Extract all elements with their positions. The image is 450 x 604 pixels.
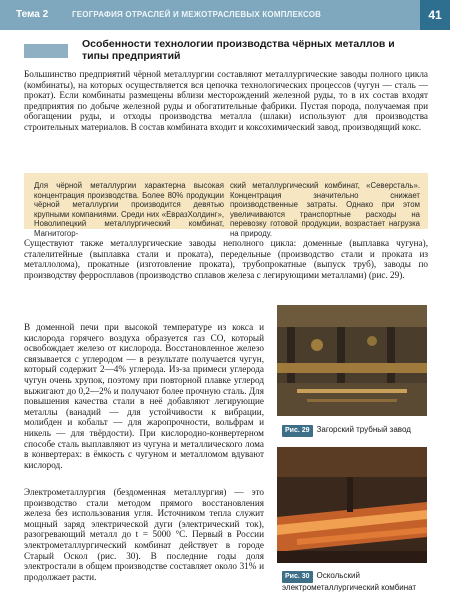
chapter-title: ГЕОГРАФИЯ ОТРАСЛЕЙ И МЕЖОТРАСЛЕВЫХ КОМПЛЕКСОВ (72, 10, 322, 19)
photo-electrometallurgical-plant (277, 447, 427, 563)
callout-text-right: ский металлургический комбинат, «Северсталь». Концентрация значительно снижает производственные затраты. Однако при этом увеличиваются транспортные расходы на перевозку готовой продукции, возрастает нагрузка на природу. (230, 181, 420, 238)
photo-pipe-plant (277, 305, 427, 416)
paragraph-integrated-plants: Большинство предприятий чёрной металлургии составляют металлургические заводы полного цикла (комбинаты), на которых осуществляется вся цепочка технологических процессов (чугун — сталь — прокат). Если комбинаты размещены вблизи месторождений железной руды, то в их состав входят предприятия по добыче железной руды и обогатительные фабрики. Пустая порода, получаемая при обогащении руды, и отходы производства металла (шлаки) используют для производства строительных материалов. В состав комбината входит и коксохимический завод, производящий кокс. (24, 69, 428, 132)
chapter-label: Тема 2 (16, 9, 49, 20)
figure-29-text: Загорский трубный завод (316, 425, 411, 434)
page-header (0, 0, 450, 30)
paragraph-blast-furnace: В доменной печи при высокой температуре из кокса и кислорода горячего воздуха образуется газ СО, который освобождает железо от кислорода. Восстановленное железо связывается с углеродом — в результате получается чугун, который содержит 2—4% углерода. Из-за примеси углерода чугун очень хрупок, поэтому при повторной плавке углерод выжигают до 0,2—2% и получают более прочную сталь. Для повышения качества стали в неё добавляют легирующие металлы (ванадий — для устойчивости к вибрации, молибден и кобальт — для жаропрочности, вольфрам и никель — для твёрдости). При кислородно-конвертерном способе сталь выплавляют из чугуна и металлического лома в конвертерах: в ёмкость с чугуном и металломом вдувают кислород. (24, 322, 264, 470)
callout-text-left: Для чёрной металлургии характерна высокая концентрация производства. Более 80% продукции чёрной металлургии производится девятью крупными компаниями. Среди них «ЕвразХолдинг», Новолипецкий металлургический комбинат, Магнитогор- (34, 181, 224, 238)
section-marker (24, 44, 68, 58)
figure-29-label: Рис. 29 (282, 425, 313, 437)
photo-pipe-plant-image (277, 305, 427, 416)
section-title: Особенности технологии производства чёрных металлов и типы предприятий (82, 38, 395, 62)
figure-30-caption (282, 571, 432, 593)
figure-29-caption (282, 425, 432, 437)
page-number: 41 (420, 0, 450, 30)
figure-30-text: Оскольский электрометаллургический комбинат (282, 571, 417, 592)
paragraph-electrometallurgy: Электрометаллургия (бездоменная металлургия) — это производство стали методом прямого восстановления железа без использования угля. Источником тепла служит мощный заряд электрической дуги (электрический ток), разогревающий металл до t = 5000 °С. Первый в России электрометаллургический комбинат действует в городе Старый Оскол (рис. 30). В последние годы доля электростали в общем производстве составляет около 31% и продолжает расти. (24, 487, 264, 582)
concentration-callout (24, 173, 428, 238)
figure-30-label: Рис. 30 (282, 571, 313, 583)
photo-electrometallurgical-plant-image (277, 447, 427, 563)
paragraph-partial-cycle: Существуют также металлургические заводы неполного цикла: доменные (выплавка чугуна), сталелитейные (выплавка стали и проката), передельные (производство стали и проката из металлолома), прокатные (изготовление проката), трубопрокатные (выпуск труб), заводы по производству ферросплавов (производство сплавов железа с легирующими металлами) (рис. 29). (24, 238, 428, 280)
